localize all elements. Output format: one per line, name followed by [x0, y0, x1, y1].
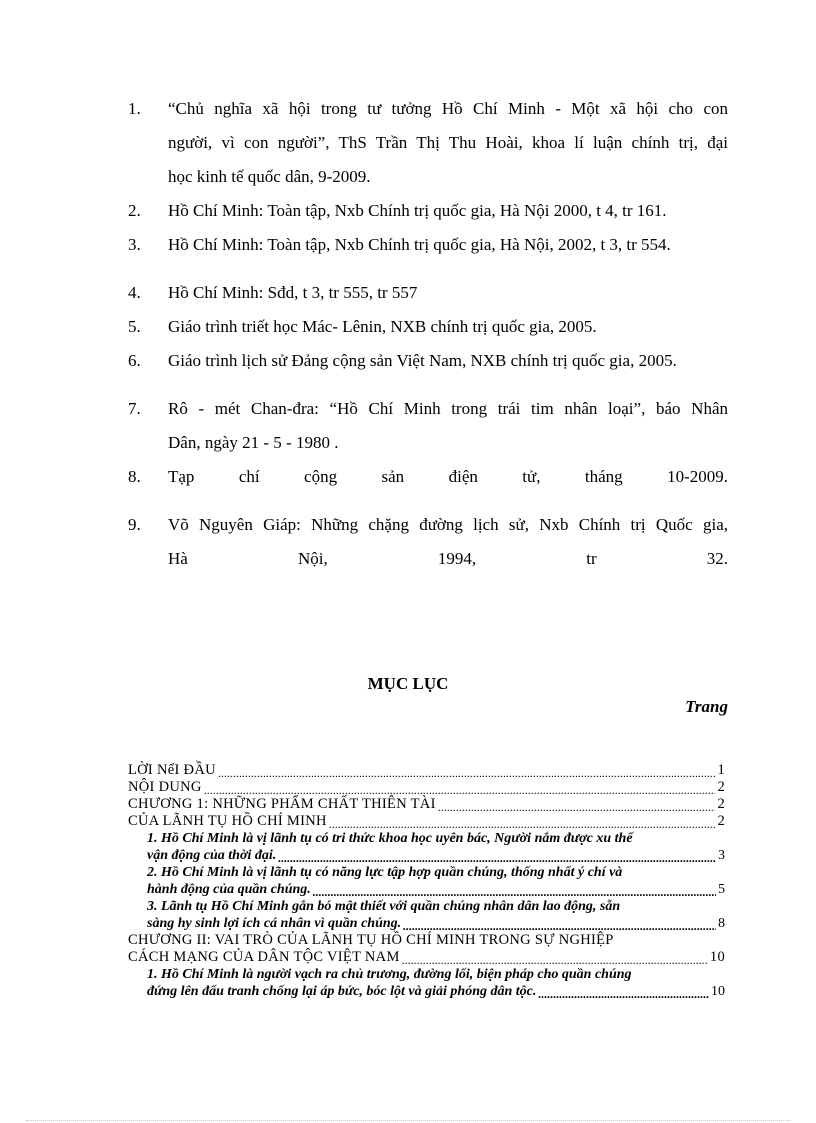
toc-entry[interactable]	[128, 813, 725, 830]
toc-entry-page: 2	[717, 779, 725, 795]
reference-number: 8.	[128, 467, 141, 486]
reference-item	[128, 228, 728, 262]
reference-text-line: “Chủ nghĩa xã hội trong tư tưởng Hồ Chí Minh - Một xã hội cho con	[168, 99, 728, 118]
toc-entry-page: 10	[709, 949, 725, 965]
toc-leader-dots	[403, 918, 716, 932]
toc-entry-text: CỦA LÃNH TỤ HỒ CHÍ MINH	[128, 813, 327, 829]
toc-entry-page: 8	[718, 916, 725, 931]
reference-text-line: học kinh tế quốc dân, 9-2009.	[168, 167, 371, 186]
reference-number: 7.	[128, 399, 141, 418]
reference-text-line: Giáo trình lịch sử Đảng cộng sản Việt Nam, NXB chính trị quốc gia, 2005.	[168, 351, 677, 370]
toc-entry-text: 1. Hồ Chí Minh là người vạch ra chủ trương, đường lối, biện pháp cho quần chúng	[147, 967, 632, 982]
toc-entry-page: 1	[717, 762, 725, 778]
reference-number: 1.	[128, 99, 141, 118]
toc-entry[interactable]	[128, 762, 725, 779]
reference-text-line: Hồ Chí Minh: Toàn tập, Nxb Chính trị quốc gia, Hà Nội, 2002, t 3, tr 554.	[168, 235, 671, 254]
toc-entry-text: đứng lên đấu tranh chống lại áp bức, bóc lột và giải phóng dân tộc.	[147, 984, 537, 999]
reference-item	[128, 194, 728, 228]
toc-entry[interactable]	[128, 864, 725, 898]
toc-leader-dots	[313, 884, 716, 898]
toc-entry[interactable]	[128, 830, 725, 864]
reference-item	[128, 276, 728, 310]
toc-entry[interactable]	[128, 779, 725, 796]
toc-entry-text: sàng hy sinh lợi ích cá nhân vì quần chúng.	[147, 916, 402, 931]
reference-list	[128, 92, 728, 576]
reference-number: 6.	[128, 351, 141, 370]
toc-entry-text: LỜI NểI ĐẦU	[128, 762, 216, 778]
reference-item	[128, 344, 728, 378]
reference-text-line: Giáo trình triết học Mác- Lênin, NXB chính trị quốc gia, 2005.	[168, 317, 597, 336]
toc-entry-page: 5	[718, 882, 725, 897]
toc-entry[interactable]	[128, 932, 725, 966]
reference-text-line: Võ Nguyên Giáp: Những chặng đường lịch sử, Nxb Chính trị Quốc gia,	[168, 515, 728, 534]
toc-leader-dots	[204, 782, 716, 796]
table-of-contents	[128, 762, 725, 1000]
toc-entry-page: 2	[717, 813, 725, 829]
reference-number: 3.	[128, 235, 141, 254]
toc-entry-text: CHƯƠNG II: VAI TRÒ CỦA LÃNH TỤ HỒ CHÍ MINH TRONG SỰ NGHIỆP	[128, 932, 614, 948]
toc-leader-dots	[278, 850, 716, 864]
toc-leader-dots	[438, 799, 716, 813]
reference-item	[128, 392, 728, 460]
reference-number: 5.	[128, 317, 141, 336]
reference-number: 4.	[128, 283, 141, 302]
toc-entry[interactable]	[128, 898, 725, 932]
reference-item	[128, 310, 728, 344]
toc-entry-text: CHƯƠNG 1: NHỮNG PHẨM CHẤT THIÊN TÀI	[128, 796, 436, 812]
reference-text-line: Hồ Chí Minh: Toàn tập, Nxb Chính trị quốc gia, Hà Nội 2000, t 4, tr 161.	[168, 201, 667, 220]
toc-entry-text: NỘI DUNG	[128, 779, 202, 795]
toc-entry[interactable]	[128, 966, 725, 1000]
toc-entry-page: 2	[717, 796, 725, 812]
toc-entry-text: 1. Hồ Chí Minh là vị lãnh tụ có tri thức khoa học uyên bác, Người nắm được xu thế	[147, 831, 633, 846]
toc-entry-text: hành động của quần chúng.	[147, 882, 311, 897]
reference-item	[128, 92, 728, 194]
toc-entry-text: CÁCH MẠNG CỦA DÂN TỘC VIỆT NAM	[128, 949, 400, 965]
toc-leader-dots	[538, 986, 709, 1000]
page-bottom-divider	[26, 1120, 790, 1121]
reference-text-line: Hồ Chí Minh: Sđd, t 3, tr 555, tr 557	[168, 283, 418, 302]
toc-entry-text: 2. Hồ Chí Minh là vị lãnh tụ có năng lực tập hợp quần chúng, thống nhất ý chí và	[147, 865, 623, 880]
toc-entry-page: 3	[718, 848, 725, 863]
reference-text-line: Hà Nội, 1994, tr 32.	[168, 549, 728, 568]
toc-leader-dots	[218, 765, 716, 779]
toc-entry-page: 10	[711, 984, 725, 999]
toc-title: MỤC LỤC	[367, 674, 449, 693]
reference-text-line: người, vì con người”, ThS Trần Thị Thu Hoài, khoa lí luận chính trị, đại	[168, 133, 728, 152]
reference-text-line: Tạp chí cộng sản điện tử, tháng 10-2009.	[168, 467, 728, 486]
toc-leader-dots	[402, 952, 708, 966]
reference-number: 9.	[128, 515, 141, 534]
toc-entry-text: 3. Lãnh tụ Hồ Chí Minh gắn bó mật thiết với quần chúng nhân dân lao động, sẵn	[147, 899, 621, 914]
reference-text-line: Dân, ngày 21 - 5 - 1980 .	[168, 433, 339, 452]
reference-item	[128, 460, 728, 494]
reference-number: 2.	[128, 201, 141, 220]
reference-text-line: Rô - mét Chan-đra: “Hồ Chí Minh trong trái tim nhân loại”, báo Nhân	[168, 399, 728, 418]
toc-entry-text: vận động của thời đại.	[147, 848, 277, 863]
toc-leader-dots	[329, 816, 716, 830]
toc-page-header: Trang	[685, 697, 728, 716]
toc-entry[interactable]	[128, 796, 725, 813]
reference-item	[128, 508, 728, 576]
